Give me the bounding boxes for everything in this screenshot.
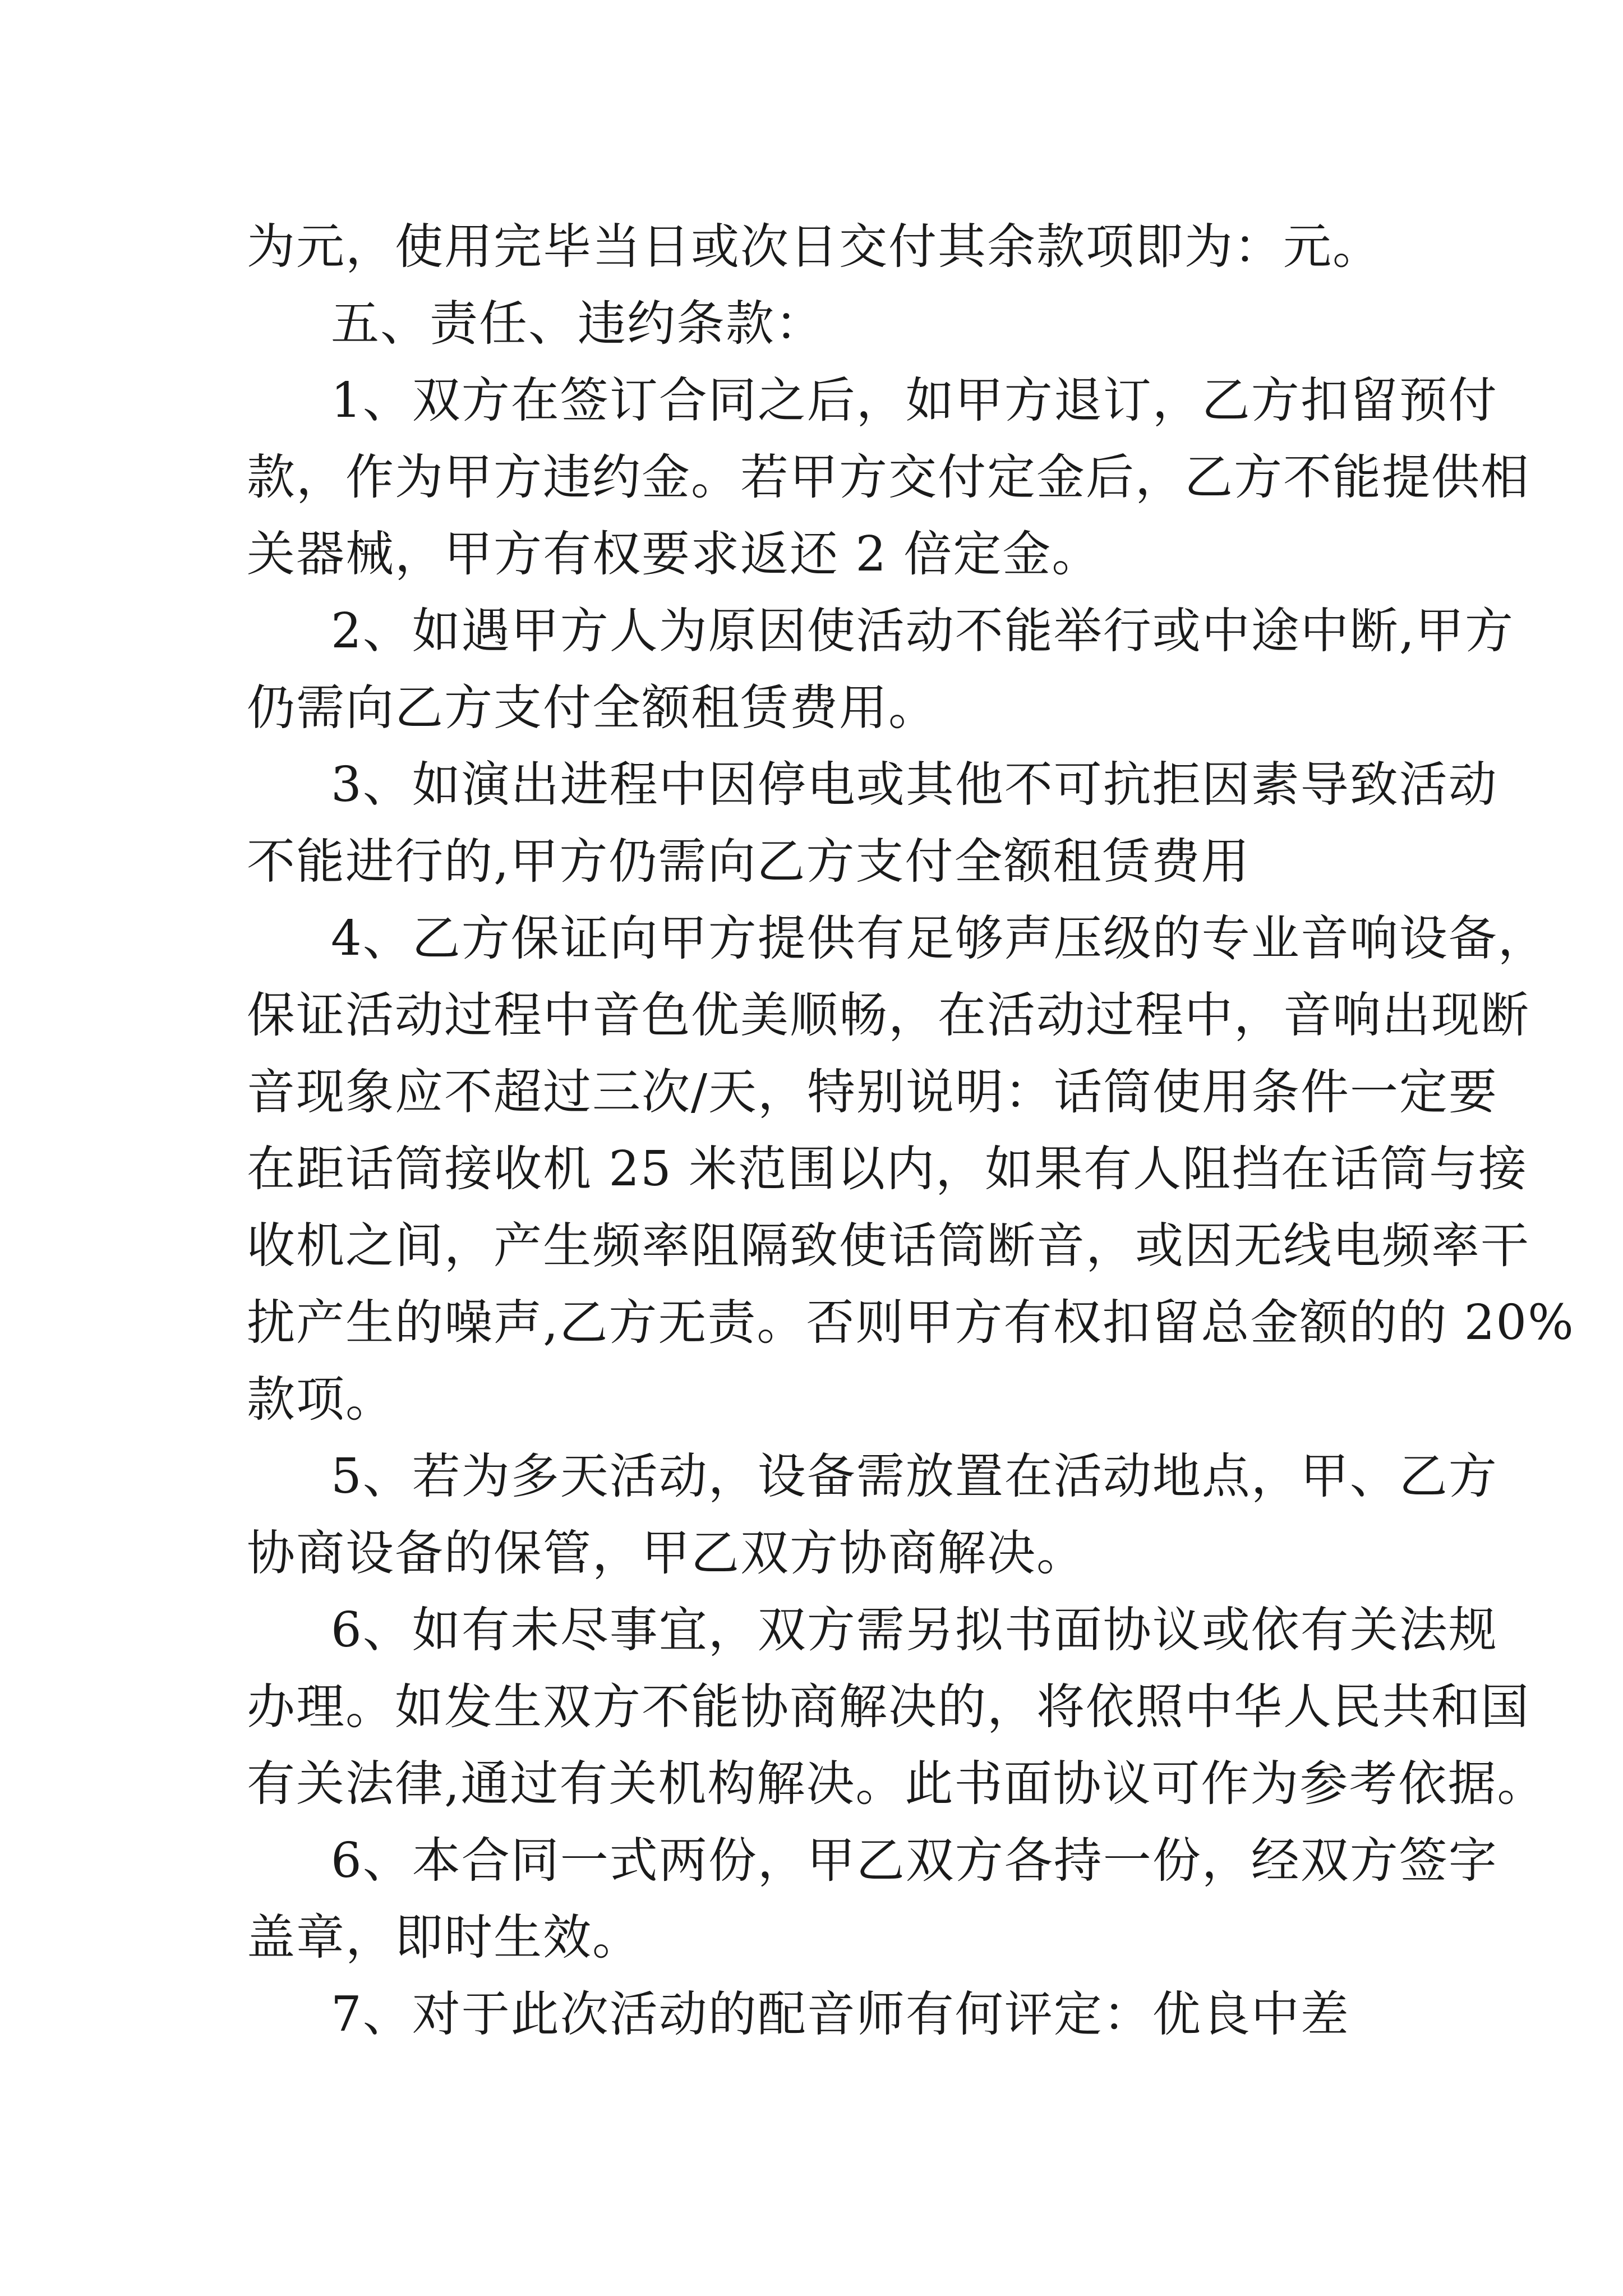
contract-text-body xyxy=(247,209,1575,2053)
text-line-19: 6、如有未尽事宜，双方需另拟书面协议或依有关法规 xyxy=(331,1602,1498,1658)
text-line-1: 为元，使用完毕当日或次日交付其余款项即为：元。 xyxy=(247,219,1382,275)
text-line-3: 1、双方在签订合同之后，如甲方退订，乙方扣留预付 xyxy=(331,372,1498,429)
text-line-4: 款，作为甲方违约金。若甲方交付定金后，乙方不能提供相 xyxy=(247,449,1530,505)
section-heading-liability: 五、责任、违约条款： xyxy=(331,296,824,352)
text-line-12: 音现象应不超过三次/天，特别说明：话筒使用条件一定要 xyxy=(247,1064,1498,1120)
text-line-11: 保证活动过程中音色优美顺畅，在活动过程中，音响出现断 xyxy=(247,987,1530,1043)
text-line-8: 3、如演出进程中因停电或其他不可抗拒因素导致活动 xyxy=(331,757,1498,813)
text-line-16: 款项。 xyxy=(247,1372,395,1428)
text-line-18: 协商设备的保管，甲乙双方协商解决。 xyxy=(247,1525,1086,1581)
text-line-17: 5、若为多天活动，设备需放置在活动地点，甲、乙方 xyxy=(331,1448,1498,1504)
text-line-24: 7、对于此次活动的配音师有何评定：优良中差 xyxy=(331,1986,1350,2042)
text-line-6: 2、如遇甲方人为原因使活动不能举行或中途中断,甲方 xyxy=(331,603,1515,659)
text-line-14: 收机之间，产生频率阻隔致使话筒断音，或因无线电频率干 xyxy=(247,1218,1530,1274)
text-line-9: 不能进行的,甲方仍需向乙方支付全额租赁费用 xyxy=(247,834,1251,890)
text-line-20: 办理。如发生双方不能协商解决的，将依照中华人民共和国 xyxy=(247,1679,1530,1735)
text-line-21: 有关法律,通过有关机构解决。此书面协议可作为参考依据。 xyxy=(247,1756,1547,1812)
text-line-5: 关器械，甲方有权要求返还 2 倍定金。 xyxy=(247,526,1101,582)
text-line-22: 6、本合同一式两份，甲乙双方各持一份，经双方签字 xyxy=(331,1833,1498,1889)
text-line-10: 4、乙方保证向甲方提供有足够声压级的专业音响设备， xyxy=(331,910,1547,967)
text-line-15: 扰产生的噪声,乙方无责。否则甲方有权扣留总金额的的 20% xyxy=(247,1295,1575,1351)
text-line-23: 盖章，即时生效。 xyxy=(247,1910,642,1966)
text-line-13: 在距话筒接收机 25 米范围以内，如果有人阻挡在话筒与接 xyxy=(247,1141,1528,1197)
text-line-7: 仍需向乙方支付全额租赁费用。 xyxy=(247,680,938,736)
